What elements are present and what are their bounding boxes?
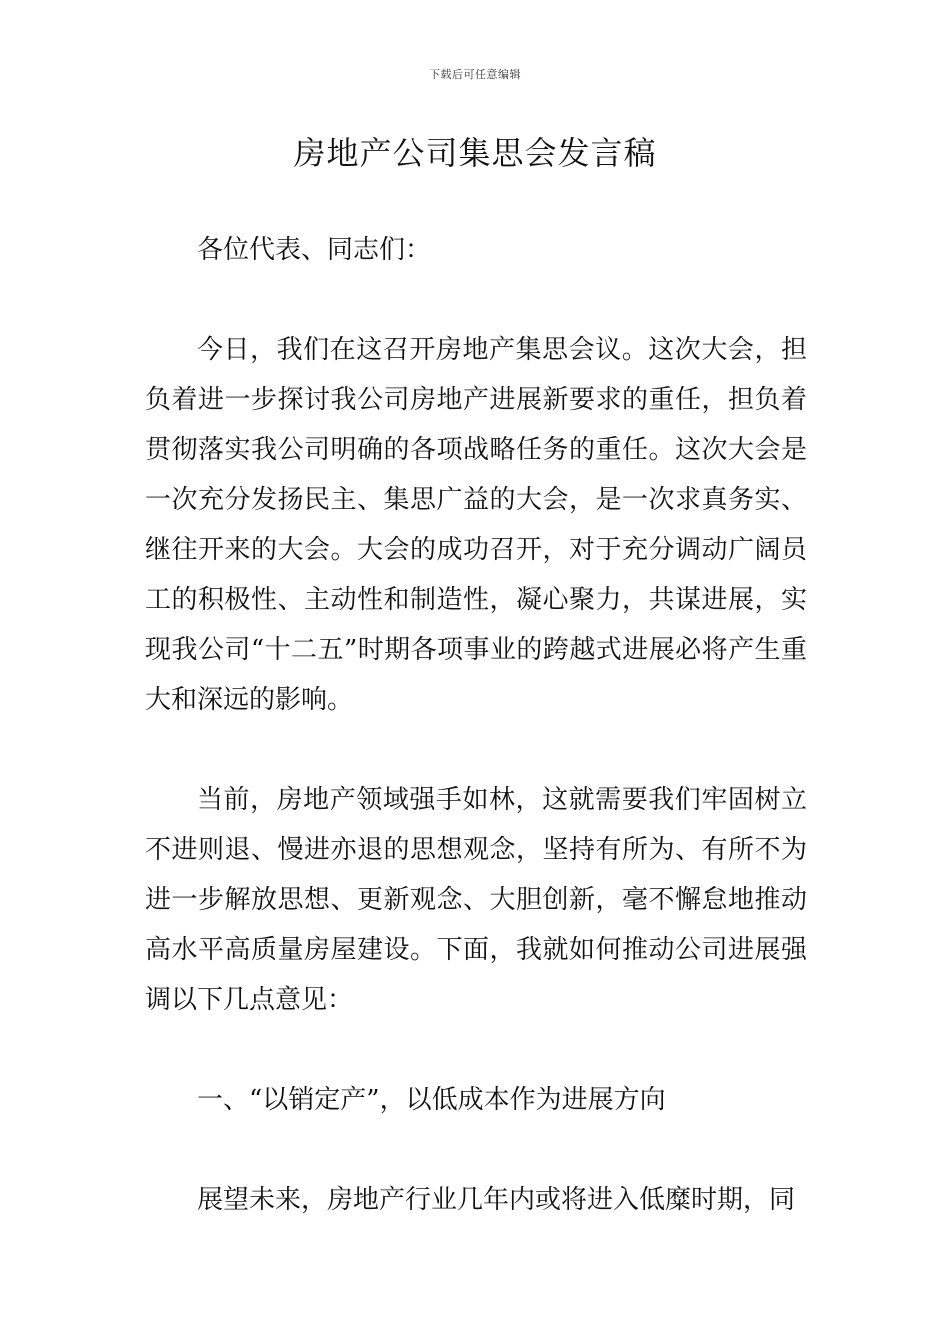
paragraph-spacer [145, 1025, 807, 1075]
section-heading-1: 一、“以销定产”，以低成本作为进展方向 [197, 1085, 666, 1115]
greeting-paragraph: 各位代表、同志们： [197, 235, 432, 265]
paragraph-spacer [145, 1125, 807, 1175]
body-paragraph-3: 展望未来，房地产行业几年内或将进入低糜时期，同 [197, 1185, 796, 1215]
document-body [145, 225, 807, 1225]
body-paragraph-2: 当前，房地产领域强手如林，这就需要我们牢固树立不进则退、慢进亦退的思想观念，坚持有所为、有所不为进一步解放思想、更新观念、大胆创新，毫不懈怠地推动高水平高质量房屋建设。下面，我就如何推动公司进展强调以下几点意见： [145, 785, 807, 1015]
body-paragraph-1: 今日，我们在这召开房地产集思会议。这次大会，担负着进一步探讨我公司房地产进展新要求的重任，担负着贯彻落实我公司明确的各项战略任务的重任。这次大会是一次充分发扬民主、集思广益的大会，是一次求真务实、继往开来的大会。大会的成功召开，对于充分调动广阔员工的积极性、主动性和制造性，凝心聚力，共谋进展，实现我公司“十二五”时期各项事业的跨越式进展必将产生重大和深远的影响。 [145, 335, 807, 715]
paragraph-spacer [145, 275, 807, 325]
paragraph-spacer [145, 725, 807, 775]
header-note: 下载后可任意编辑 [429, 68, 521, 81]
document-title: 房地产公司集思会发言稿 [293, 134, 657, 172]
